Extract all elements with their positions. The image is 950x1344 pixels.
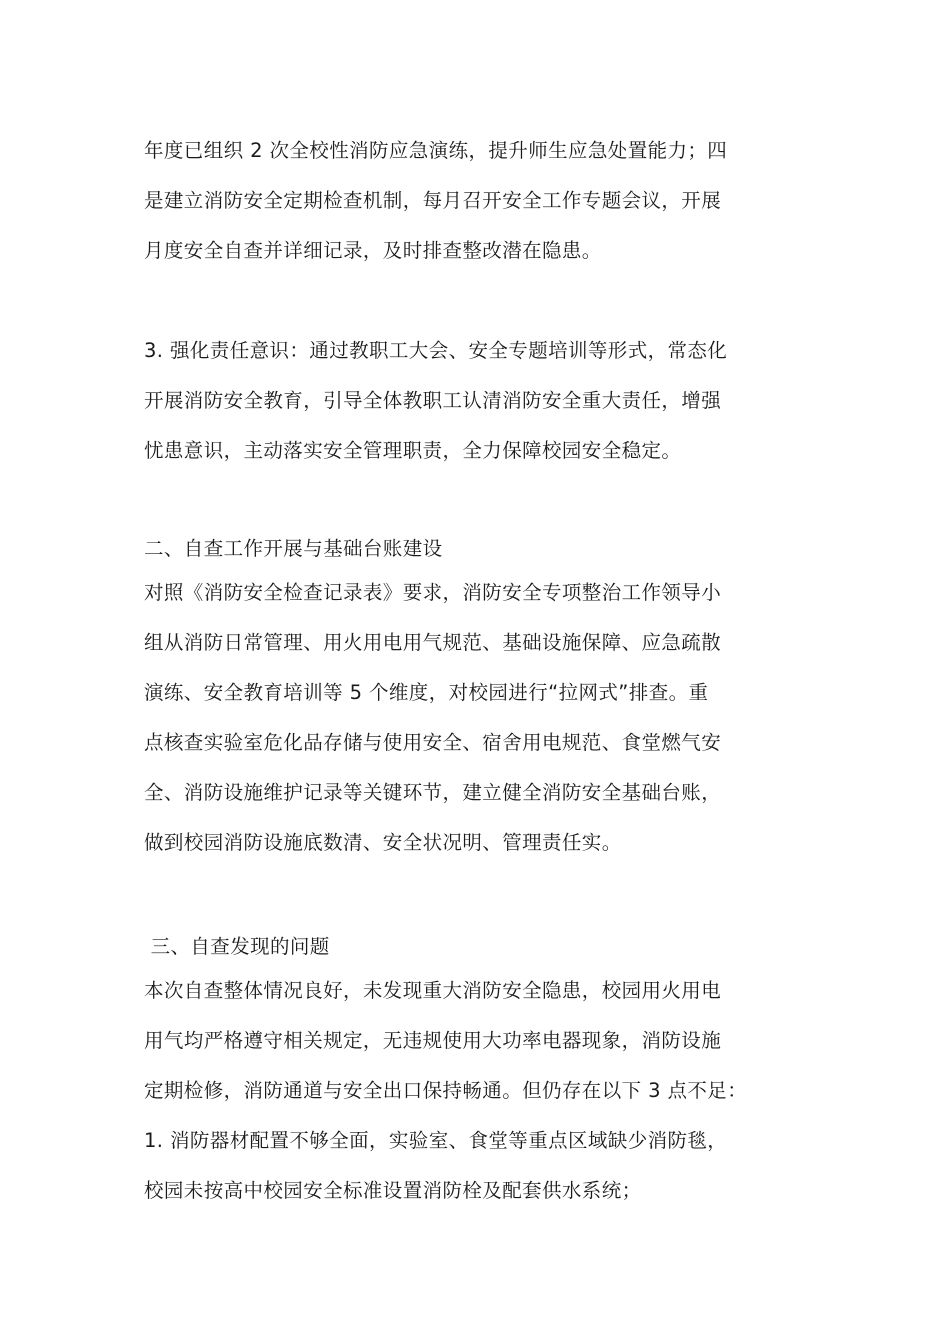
paragraph-continuation — [144, 126, 814, 276]
section-2 — [144, 530, 814, 868]
section-heading: 二、自查工作开展与基础台账建设 — [144, 537, 443, 560]
section-heading: 三、自查发现的问题 — [144, 935, 330, 958]
text-line: 定期检修，消防通道与安全出口保持畅通。但仍存在以下 3 点不足： — [144, 1079, 748, 1102]
text-line: 月度安全自查并详细记录，及时排查整改潜在隐患。 — [144, 239, 602, 262]
paragraph-point-3 — [144, 326, 814, 476]
text-line: 1. 消防器材配置不够全面，实验室、食堂等重点区域缺少消防毯， — [144, 1129, 728, 1152]
text-line: 对照《消防安全检查记录表》要求，消防安全专项整治工作领导小 — [144, 581, 722, 604]
text-line: 忧患意识，主动落实安全管理职责，全力保障校园安全稳定。 — [144, 439, 682, 462]
text-line: 开展消防安全教育，引导全体教职工认清消防安全重大责任，增强 — [144, 389, 722, 412]
text-line: 用气均严格遵守相关规定，无违规使用大功率电器现象，消防设施 — [144, 1029, 722, 1052]
text-line: 年度已组织 2 次全校性消防应急演练，提升师生应急处置能力；四 — [144, 139, 728, 162]
text-line: 做到校园消防设施底数清、安全状况明、管理责任实。 — [144, 831, 622, 854]
text-line: 组从消防日常管理、用火用电用气规范、基础设施保障、应急疏散 — [144, 631, 722, 654]
text-line: 全、消防设施维护记录等关键环节，建立健全消防安全基础台账， — [144, 781, 722, 804]
text-line: 3. 强化责任意识：通过教职工大会、安全专题培训等形式，常态化 — [144, 339, 728, 362]
text-line: 本次自查整体情况良好，未发现重大消防安全隐患，校园用火用电 — [144, 979, 722, 1002]
text-line: 校园未按高中校园安全标准设置消防栓及配套供水系统； — [144, 1179, 642, 1202]
section-3 — [144, 928, 814, 1216]
text-line: 点核查实验室危化品存储与使用安全、宿舍用电规范、食堂燃气安 — [144, 731, 722, 754]
text-line: 是建立消防安全定期检查机制，每月召开安全工作专题会议，开展 — [144, 189, 722, 212]
text-line: 演练、安全教育培训等 5 个维度，对校园进行“拉网式”排查。重 — [144, 681, 709, 704]
